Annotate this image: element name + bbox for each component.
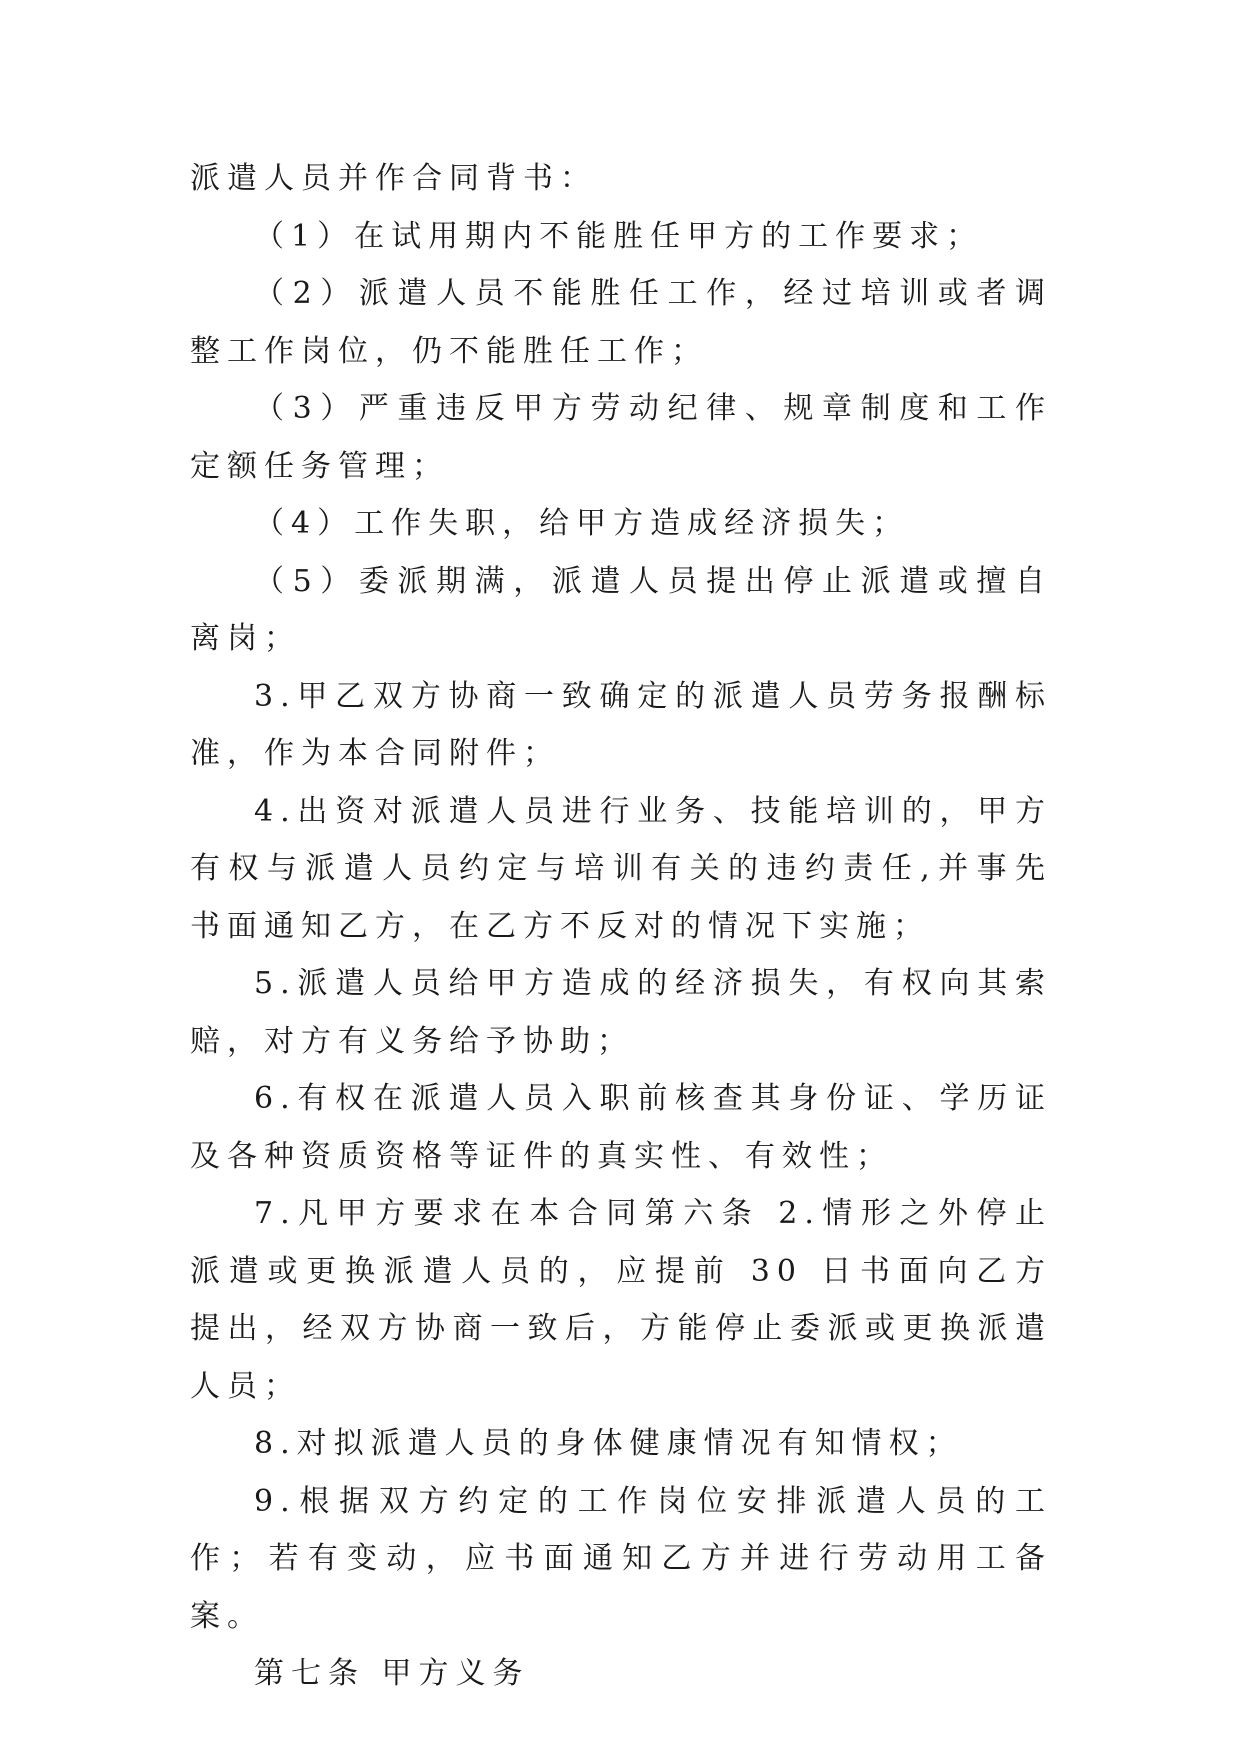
paragraph: （3）严重违反甲方劳动纪律、规章制度和工作定额任务管理；: [190, 391, 1052, 484]
paragraph: （2）派遣人员不能胜任工作，经过培训或者调整工作岗位，仍不能胜任工作；: [190, 276, 1052, 369]
document-body: [190, 150, 1052, 1703]
paragraph: 4.出资对派遣人员进行业务、技能培训的，甲方有权与派遣人员约定与培训有关的违约责任,并事先书面通知乙方，在乙方不反对的情况下实施；: [190, 793, 1052, 944]
paragraph: （4）工作失职，给甲方造成经济损失；: [254, 506, 910, 541]
paragraph: （1）在试用期内不能胜任甲方的工作要求；: [254, 218, 984, 254]
paragraph: 5.派遣人员给甲方造成的经济损失，有权向其索赔，对方有义务给予协助；: [190, 966, 1052, 1059]
paragraph: 派遣人员并作合同背书：: [190, 161, 597, 196]
paragraph: （5）委派期满，派遣人员提出停止派遣或擅自离岗；: [190, 563, 1052, 656]
paragraph: 8.对拟派遣人员的身体健康情况有知情权；: [254, 1426, 963, 1461]
section-heading: 第七条 甲方义务: [254, 1656, 530, 1691]
paragraph: 9.根据双方约定的工作岗位安排派遣人员的工作；若有变动，应书面通知乙方并进行劳动用工备案。: [190, 1483, 1052, 1634]
paragraph: 3.甲乙双方协商一致确定的派遣人员劳务报酬标准，作为本合同附件；: [190, 678, 1052, 771]
paragraph: 6.有权在派遣人员入职前核查其身份证、学历证及各种资质资格等证件的真实性、有效性；: [190, 1081, 1052, 1174]
paragraph: 7.凡甲方要求在本合同第六条 2.情形之外停止派遣或更换派遣人员的，应提前 30 日书面向乙方提出，经双方协商一致后，方能停止委派或更换派遣人员；: [190, 1196, 1052, 1404]
